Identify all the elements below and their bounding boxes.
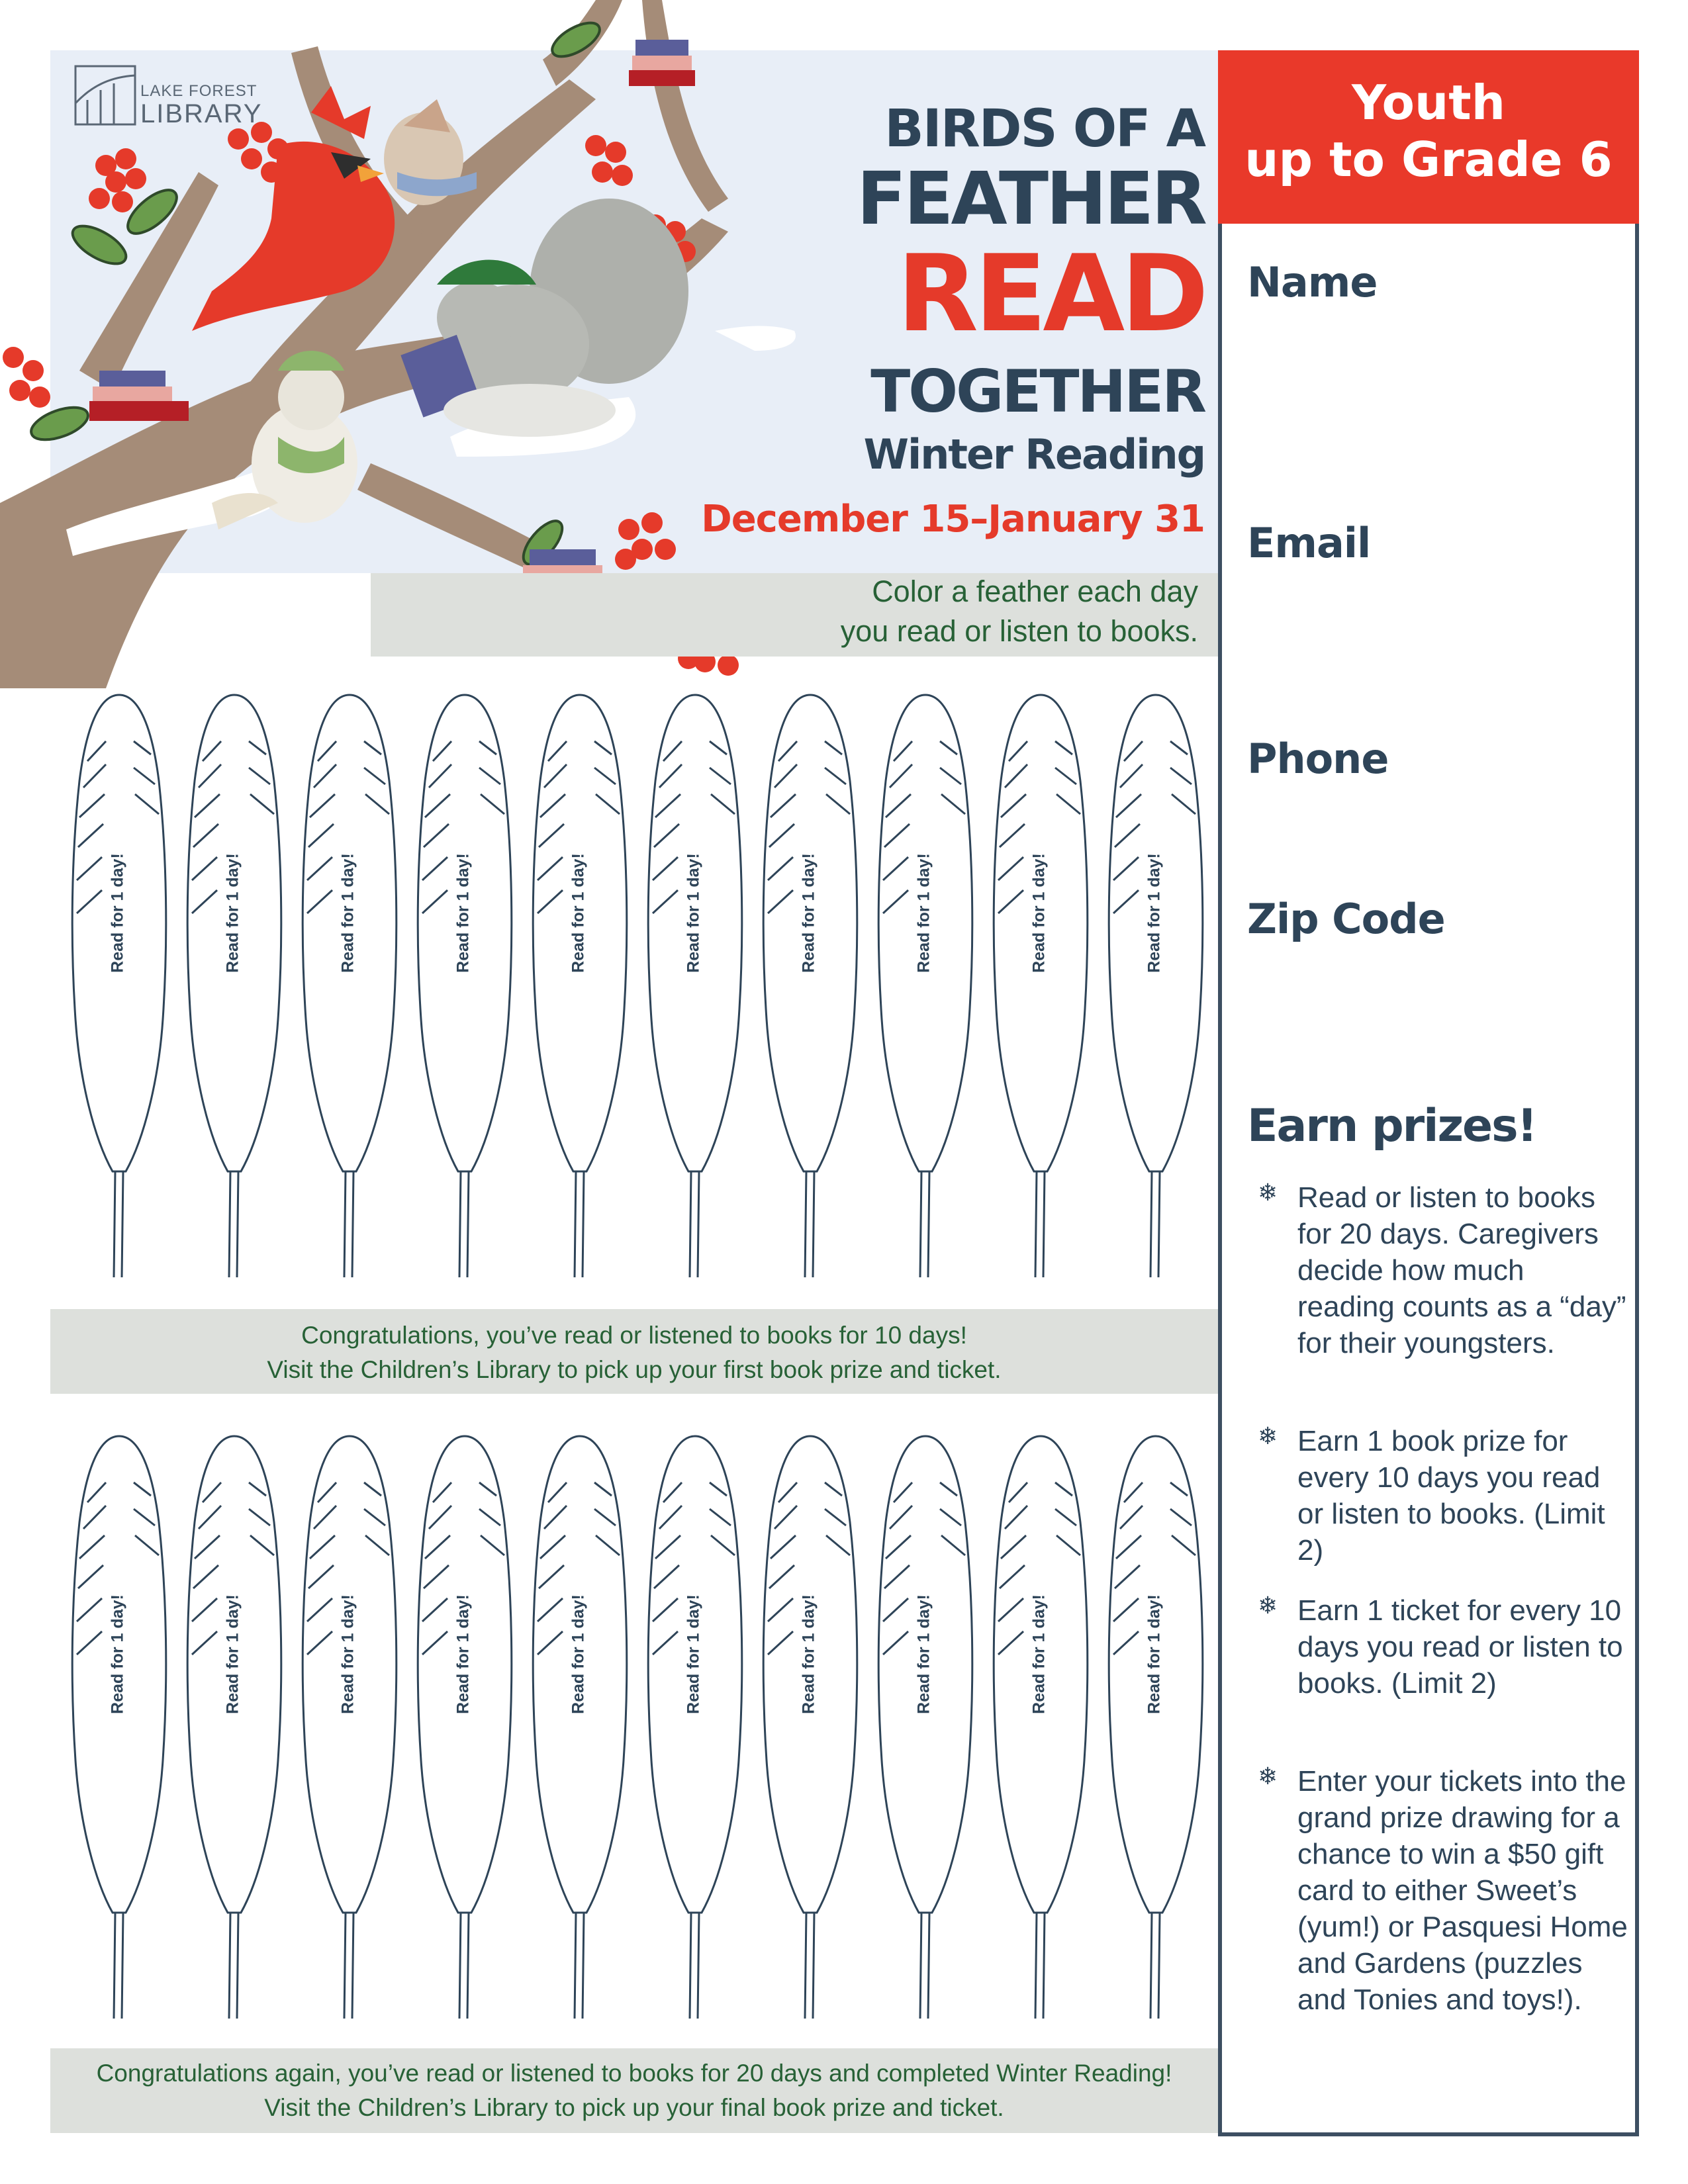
feather-9[interactable] [981,688,1100,1284]
program-dates: December 15–January 31 [701,498,1205,541]
phone-field-label[interactable]: Phone [1247,735,1389,783]
age-group-title [1218,74,1639,188]
feather-14[interactable] [405,1430,524,2025]
feather-label: Read for 1 day! [914,1594,933,1714]
feather-20[interactable] [1096,1430,1215,2025]
feather-19[interactable] [981,1430,1100,2025]
feather-3[interactable] [290,688,409,1284]
title-line-4: TOGETHER [870,357,1205,426]
feather-label: Read for 1 day! [453,853,473,973]
snowflake-icon: ❄ [1258,1592,1278,1619]
feather-6[interactable] [635,688,755,1284]
logo-text-top: LAKE FOREST [140,82,258,100]
feather-label: Read for 1 day! [684,853,703,973]
congrats-2-line-1: Congratulations again, you’ve read or listened to books for 20 days and completed Winter Reading! [96,2060,1172,2087]
congrats-1-line-2: Visit the Children’s Library to pick up your first book prize and ticket. [267,1356,1002,1383]
zip-code-field-label[interactable]: Zip Code [1247,895,1445,943]
feather-11[interactable] [60,1430,179,2025]
instructions-line-2: you read or listen to books. [840,614,1198,648]
feather-7[interactable] [751,688,870,1284]
feather-label: Read for 1 day! [338,853,357,973]
feather-label: Read for 1 day! [108,853,127,973]
age-group-line-1: Youth [1352,75,1505,130]
congrats-1-line-1: Congratulations, you’ve read or listened to books for 10 days! [301,1322,967,1349]
prize-text: Read or listen to books for 20 days. Caregivers decide how much reading counts as a “day” for their youngsters. [1297,1181,1626,1359]
feather-row-1 [50,688,1218,1284]
feather-17[interactable] [751,1430,870,2025]
feather-label: Read for 1 day! [223,853,242,973]
email-field-label[interactable]: Email [1247,519,1371,567]
congrats-banner-2 [50,2048,1218,2133]
feather-label: Read for 1 day! [569,853,588,973]
prize-text: Enter your tickets into the grand prize drawing for a chance to win a $50 gift card to either Sweet’s (yum!) or Pasquesi Home and Gardens (puzzles and Tonies and toys!). [1297,1765,1628,2016]
sparrow-illustration [384,99,477,205]
feather-18[interactable] [866,1430,985,2025]
feather-label: Read for 1 day! [569,1594,588,1714]
prize-text: Earn 1 book prize for every 10 days you read or listen to books. (Limit 2) [1297,1425,1605,1567]
earn-prizes-heading: Earn prizes! [1247,1100,1536,1152]
name-field-label[interactable]: Name [1247,258,1378,306]
feather-15[interactable] [520,1430,639,2025]
snowflake-icon: ❄ [1258,1423,1278,1450]
feather-label: Read for 1 day! [1029,853,1049,973]
feather-label: Read for 1 day! [108,1594,127,1714]
title-line-1: BIRDS OF A [884,99,1205,159]
age-group-line-2: up to Grade 6 [1244,132,1613,187]
snowflake-icon: ❄ [1258,1179,1278,1206]
congrats-banner-1 [50,1309,1218,1394]
logo-text-bottom: LIBRARY [140,99,263,128]
title-line-3: READ [896,232,1205,355]
library-logo-mark [74,64,140,130]
feather-label: Read for 1 day! [223,1594,242,1714]
feather-13[interactable] [290,1430,409,2025]
title-line-2: FEATHER [857,156,1205,241]
prize-text: Earn 1 ticket for every 10 days you read or listen to books. (Limit 2) [1297,1594,1623,1700]
feather-label: Read for 1 day! [338,1594,357,1714]
feather-row-2 [50,1430,1218,2025]
feather-label: Read for 1 day! [1145,1594,1164,1714]
feather-2[interactable] [175,688,294,1284]
feather-label: Read for 1 day! [799,853,818,973]
feather-label: Read for 1 day! [799,1594,818,1714]
feather-label: Read for 1 day! [453,1594,473,1714]
snowflake-icon: ❄ [1258,1763,1278,1790]
feather-12[interactable] [175,1430,294,2025]
subtitle: Winter Reading [863,430,1205,478]
feather-4[interactable] [405,688,524,1284]
instructions-line-1: Color a feather each day [872,574,1198,608]
feather-16[interactable] [635,1430,755,2025]
feather-10[interactable] [1096,688,1215,1284]
feather-label: Read for 1 day! [914,853,933,973]
feather-label: Read for 1 day! [1145,853,1164,973]
congrats-2-line-2: Visit the Children’s Library to pick up your final book prize and ticket. [264,2094,1004,2121]
feather-5[interactable] [520,688,639,1284]
feather-1[interactable] [60,688,179,1284]
feather-label: Read for 1 day! [1029,1594,1049,1714]
feather-8[interactable] [866,688,985,1284]
feather-label: Read for 1 day! [684,1594,703,1714]
